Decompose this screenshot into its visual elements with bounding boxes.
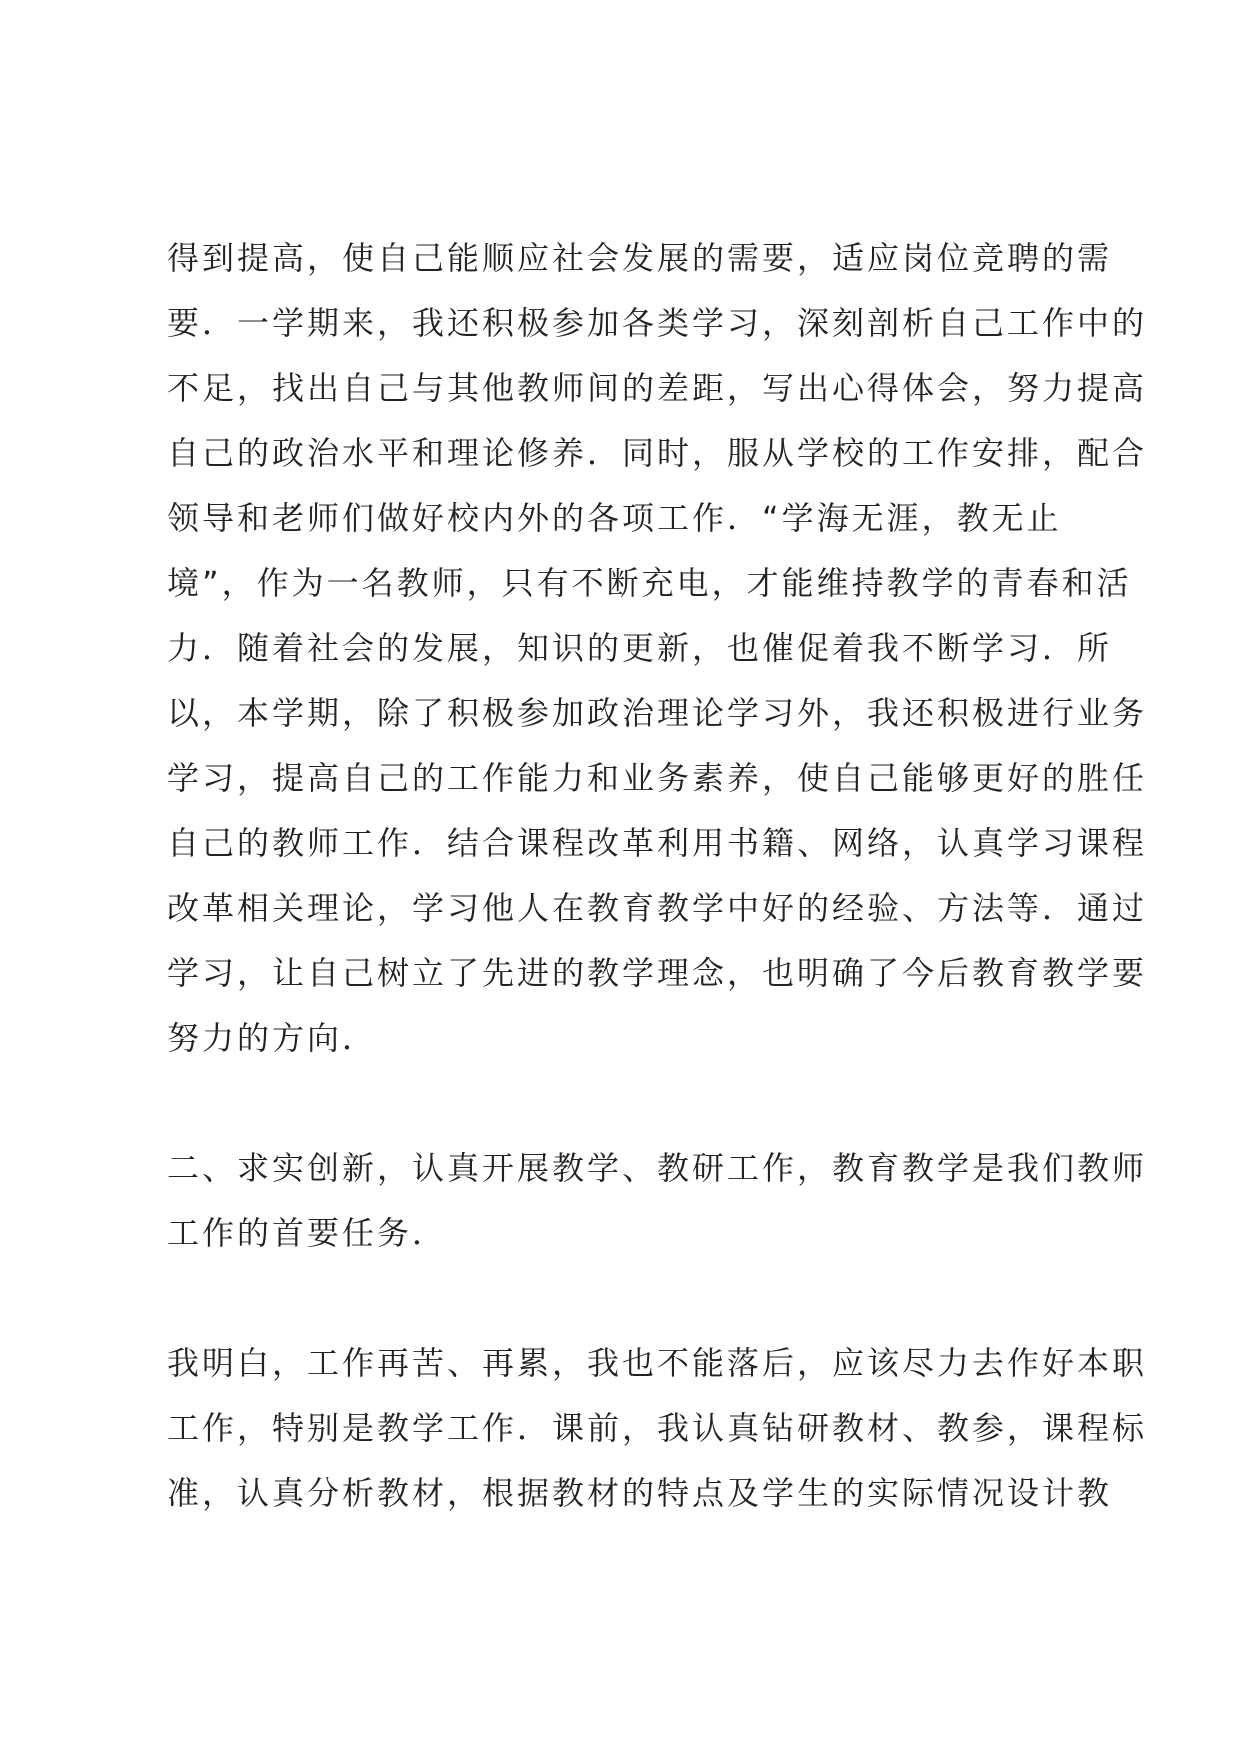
text-line: 二、求实创新，认真开展教学、教研工作，教育教学是我们教师 [167,1149,1148,1187]
text-line: 领导和老师们做好校内外的各项工作．“学海无涯，教无止 [167,499,1062,537]
text-line: 工作，特别是教学工作．课前，我认真钻研教材、教参，课程标 [167,1409,1148,1447]
text-line: 工作的首要任务． [167,1214,448,1252]
paragraph-2-heading [167,1136,1148,1266]
document-body [167,226,1148,1526]
text-line: 以，本学期，除了积极参加政治理论学习外，我还积极进行业务 [167,694,1148,732]
text-line: 学习，让自己树立了先进的教学理念，也明确了今后教育教学要 [167,954,1148,992]
text-line: 我明白，工作再苦、再累，我也不能落后，应该尽力去作好本职 [167,1344,1148,1382]
paragraph-1 [167,226,1148,1071]
text-line: 境”，作为一名教师，只有不断充电，才能维持教学的青春和活 [167,564,1132,602]
text-line: 准，认真分析教材，根据教材的特点及学生的实际情况设计教 [167,1474,1113,1512]
text-line: 改革相关理论，学习他人在教育教学中好的经验、方法等．通过 [167,889,1148,927]
text-line: 要．一学期来，我还积极参加各类学习，深刻剖析自己工作中的 [167,304,1148,342]
text-line: 得到提高，使自己能顺应社会发展的需要，适应岗位竞聘的需 [167,239,1113,277]
text-line: 自己的教师工作．结合课程改革利用书籍、网络，认真学习课程 [167,824,1148,862]
text-line: 力．随着社会的发展，知识的更新，也催促着我不断学习．所 [167,629,1113,667]
text-line: 自己的政治水平和理论修养．同时，服从学校的工作安排，配合 [167,434,1148,472]
text-line: 努力的方向． [167,1019,378,1057]
text-line: 学习，提高自己的工作能力和业务素养，使自己能够更好的胜任 [167,759,1148,797]
text-line: 不足，找出自己与其他教师间的差距，写出心得体会，努力提高 [167,369,1148,407]
paragraph-3 [167,1331,1148,1526]
